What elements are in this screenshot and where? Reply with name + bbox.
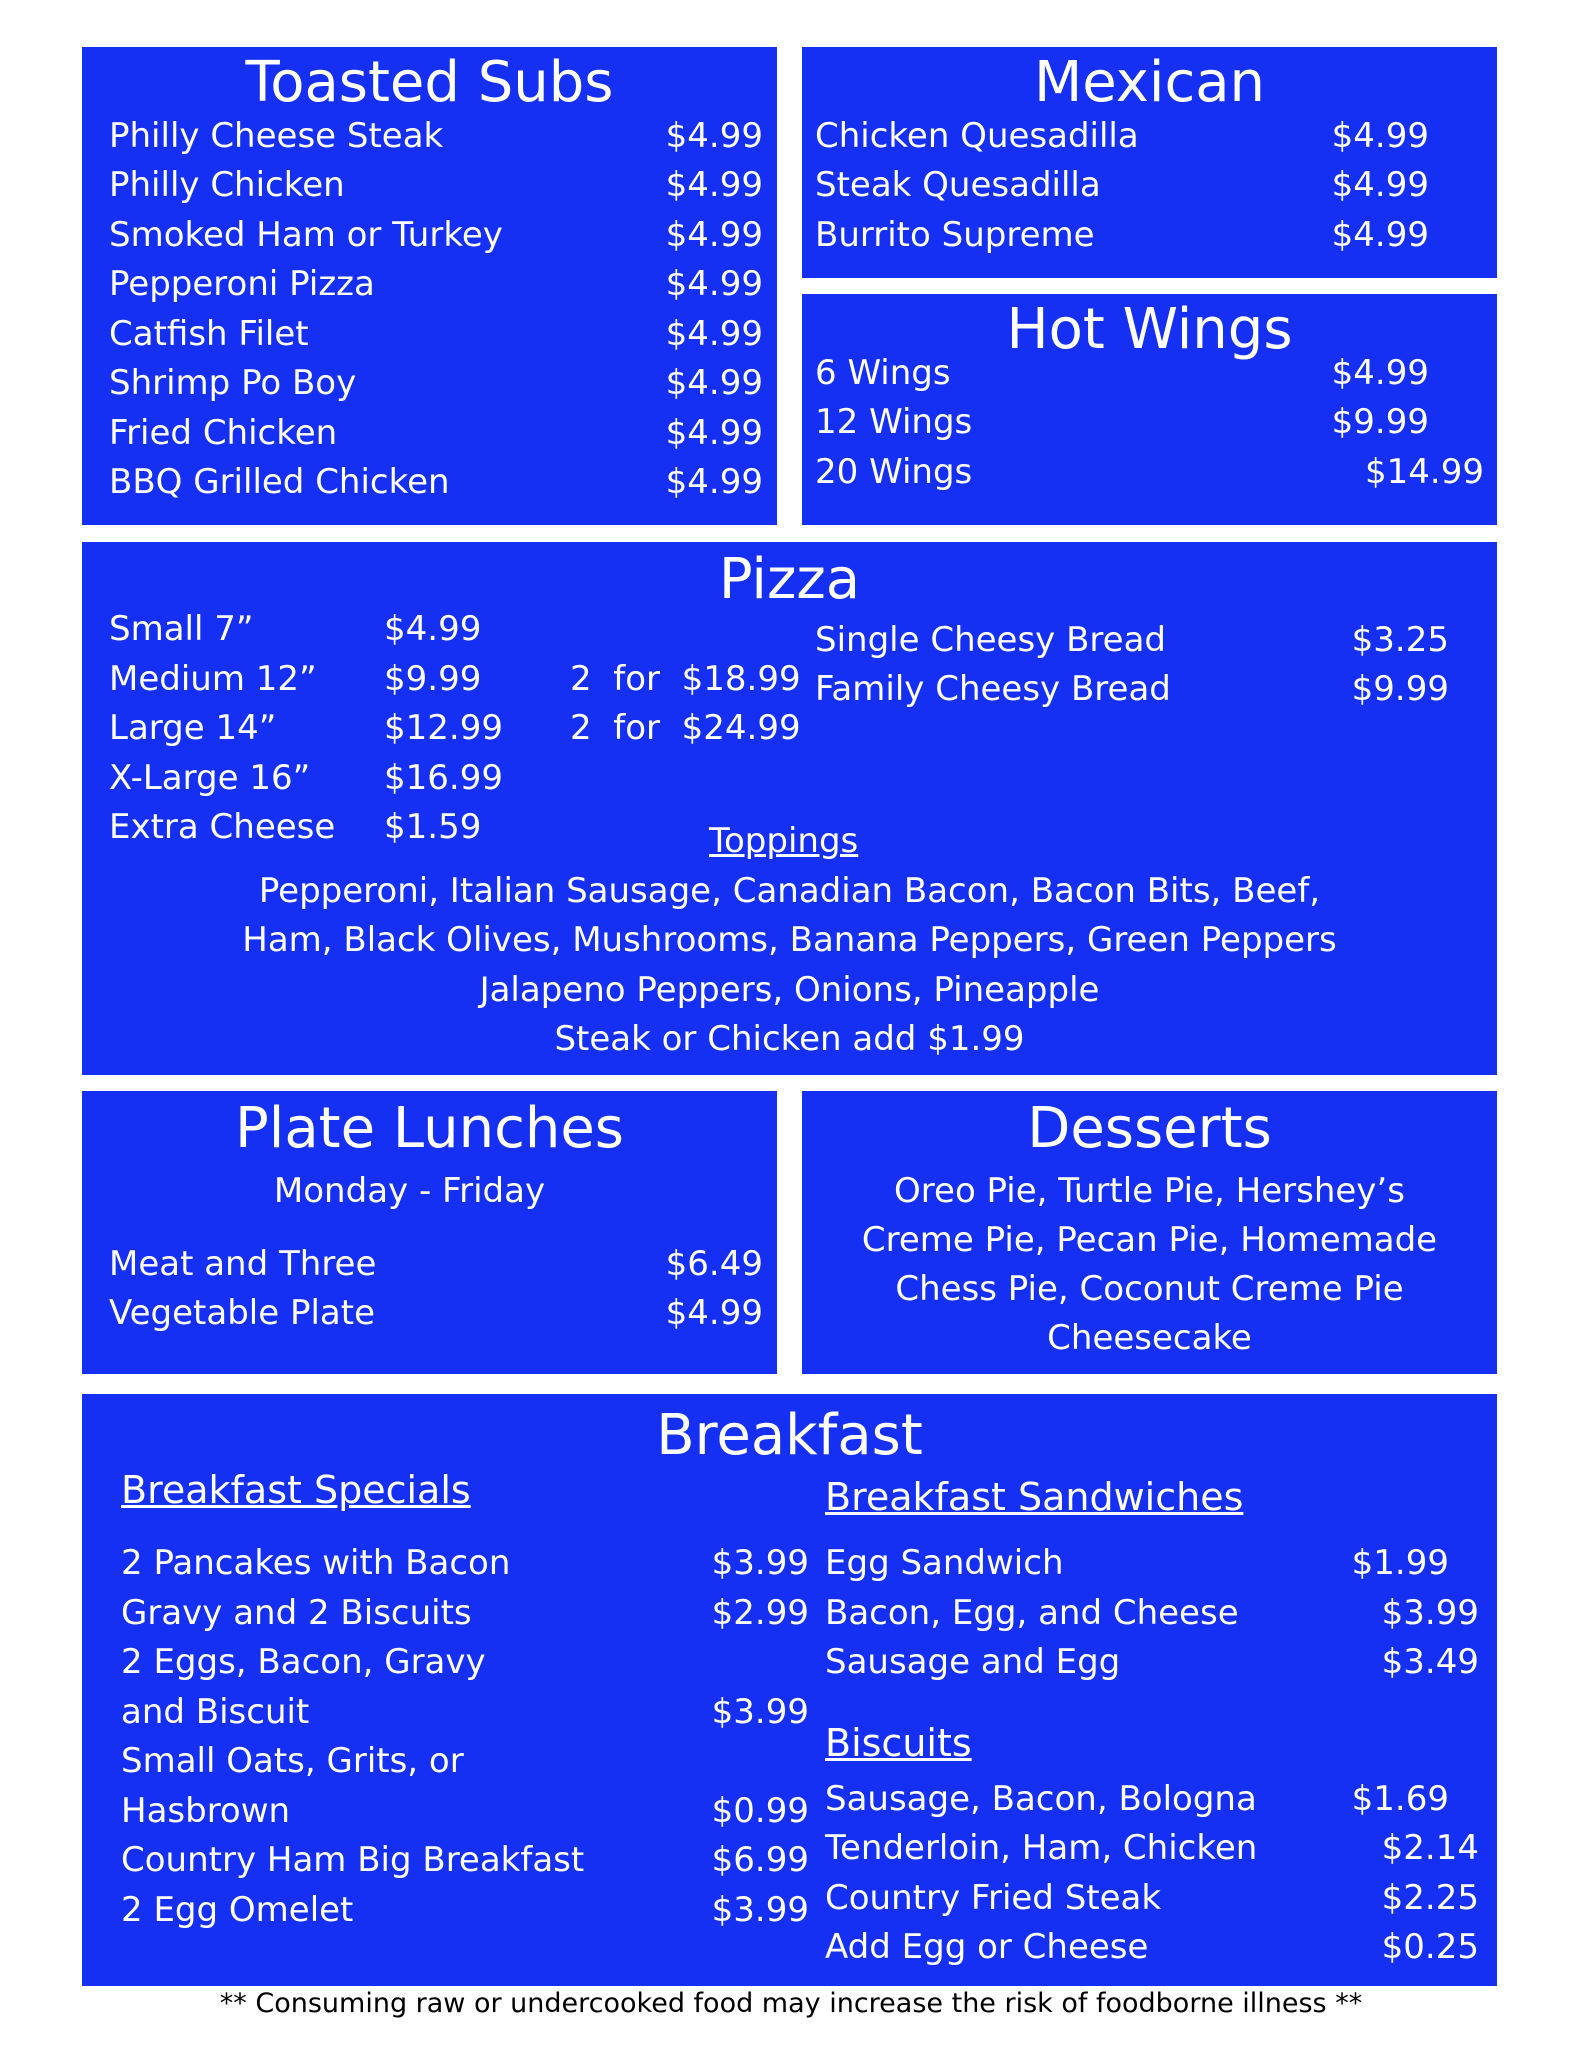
menu-item-price: $6.49 (665, 1244, 763, 1284)
pizza-size-name: Extra Cheese (109, 807, 336, 847)
menu-item-name: Sausage, Bacon, Bologna (825, 1779, 1257, 1819)
toppings-line: Ham, Black Olives, Mushrooms, Banana Peppers, Green Peppers (242, 920, 1337, 960)
menu-item-name: BBQ Grilled Chicken (109, 462, 450, 502)
menu-item-price: $4.99 (1331, 116, 1429, 156)
pizza-size-price: $4.99 (384, 609, 482, 649)
hot-wings-title: Hot Wings (1006, 297, 1293, 362)
menu-item-price: $4.99 (665, 314, 763, 354)
menu-item-price: $3.99 (711, 1543, 809, 1583)
menu-item-name: Bacon, Egg, and Cheese (825, 1593, 1239, 1633)
desserts-line: Oreo Pie, Turtle Pie, Hershey’s (894, 1171, 1405, 1211)
menu-item-name: Hasbrown (121, 1791, 291, 1831)
menu-item-name: Gravy and 2 Biscuits (121, 1593, 472, 1633)
pizza-size-deal: 2 for $18.99 (570, 659, 801, 699)
desserts-title: Desserts (1027, 1096, 1272, 1161)
menu-item-name: Sausage and Egg (825, 1642, 1121, 1682)
menu-item-price: $4.99 (665, 264, 763, 304)
desserts-panel (802, 1091, 1497, 1374)
menu-item-price: $4.99 (665, 462, 763, 502)
menu-item-name: 12 Wings (815, 402, 973, 442)
pizza-size-deal: 2 for $24.99 (570, 708, 801, 748)
pizza-size-price: $12.99 (384, 708, 503, 748)
menu-item-name: 2 Eggs, Bacon, Gravy (121, 1642, 486, 1682)
menu-item-price: $3.99 (711, 1692, 809, 1732)
toppings-title: Toppings (709, 821, 859, 861)
menu-item-price: $4.99 (1331, 165, 1429, 205)
mexican-panel (802, 47, 1497, 278)
menu-item-name: Burrito Supreme (815, 215, 1095, 255)
pizza-size-price: $9.99 (384, 659, 482, 699)
pizza-size-name: Large 14” (109, 708, 277, 748)
menu-item-name: Catfish Filet (109, 314, 309, 354)
menu-item-name: Steak Quesadilla (815, 165, 1101, 205)
plate-lunches-subtitle: Monday - Friday (273, 1171, 546, 1211)
pizza-title: Pizza (718, 547, 861, 612)
hot-wings-panel (802, 294, 1497, 525)
menu-item-name: Egg Sandwich (825, 1543, 1064, 1583)
pizza-size-name: X-Large 16” (109, 758, 311, 798)
menu-item-price: $3.99 (711, 1890, 809, 1930)
menu-item-price: $4.99 (665, 363, 763, 403)
menu-item-price: $9.99 (1331, 402, 1429, 442)
desserts-line: Creme Pie, Pecan Pie, Homemade (861, 1220, 1438, 1260)
plate-lunches-title: Plate Lunches (235, 1096, 624, 1161)
menu-item-price: $14.99 (1365, 452, 1484, 492)
bread-name: Family Cheesy Bread (815, 669, 1171, 709)
menu-item-name: Tenderloin, Ham, Chicken (825, 1828, 1258, 1868)
desserts-line: Chess Pie, Coconut Creme Pie (895, 1269, 1404, 1309)
bread-price: $3.25 (1351, 620, 1449, 660)
bread-name: Single Cheesy Bread (815, 620, 1166, 660)
pizza-size-price: $1.59 (384, 807, 482, 847)
menu-item-name: Add Egg or Cheese (825, 1927, 1149, 1967)
desserts-line: Cheesecake (1047, 1318, 1252, 1358)
food-safety-footnote: ** Consuming raw or undercooked food may increase the risk of foodborne illness ** (219, 1988, 1363, 2019)
toasted-subs-title: Toasted Subs (245, 50, 614, 115)
menu-item-price: $4.99 (1331, 215, 1429, 255)
menu-item-price: $0.25 (1381, 1927, 1479, 1967)
mexican-title: Mexican (1033, 50, 1266, 115)
menu-item-price: $4.99 (665, 165, 763, 205)
menu-item-price: $4.99 (665, 413, 763, 453)
toppings-line: Steak or Chicken add $1.99 (554, 1019, 1025, 1059)
menu-item-price: $1.99 (1351, 1543, 1449, 1583)
menu-item-price: $4.99 (665, 215, 763, 255)
toppings-line: Jalapeno Peppers, Onions, Pineapple (479, 970, 1100, 1010)
menu-item-price: $1.69 (1351, 1779, 1449, 1819)
menu-item-name: Fried Chicken (109, 413, 338, 453)
menu-item-name: 20 Wings (815, 452, 973, 492)
bread-price: $9.99 (1351, 669, 1449, 709)
breakfast-sandwiches-title: Breakfast Sandwiches (825, 1475, 1244, 1519)
toppings-line: Pepperoni, Italian Sausage, Canadian Bacon, Bacon Bits, Beef, (258, 871, 1321, 911)
menu-item-price: $3.99 (1381, 1593, 1479, 1633)
menu-item-name: 2 Egg Omelet (121, 1890, 354, 1930)
biscuits-title: Biscuits (825, 1721, 972, 1765)
menu-item-name: 6 Wings (815, 353, 951, 393)
menu-item-price: $2.99 (711, 1593, 809, 1633)
menu-item-price: $4.99 (665, 1293, 763, 1333)
toasted-subs-panel (82, 47, 777, 525)
menu-item-name: Pepperoni Pizza (109, 264, 375, 304)
plate-lunches-panel (82, 1091, 777, 1374)
pizza-size-price: $16.99 (384, 758, 503, 798)
menu-item-price: $4.99 (1331, 353, 1429, 393)
menu-item-price: $2.25 (1381, 1878, 1479, 1918)
pizza-size-name: Medium 12” (109, 659, 317, 699)
pizza-size-name: Small 7” (109, 609, 254, 649)
menu-item-name: and Biscuit (121, 1692, 310, 1732)
breakfast-title: Breakfast (656, 1403, 923, 1468)
breakfast-panel (82, 1394, 1497, 1986)
menu-item-price: $3.49 (1381, 1642, 1479, 1682)
menu-item-name: Philly Cheese Steak (109, 116, 444, 156)
menu-item-name: Vegetable Plate (109, 1293, 375, 1333)
menu-item-price: $0.99 (711, 1791, 809, 1831)
menu-item-name: Chicken Quesadilla (815, 116, 1139, 156)
menu-item-name: Meat and Three (109, 1244, 377, 1284)
menu-item-price: $6.99 (711, 1840, 809, 1880)
pizza-panel (82, 542, 1497, 1075)
menu-item-name: Shrimp Po Boy (109, 363, 357, 403)
menu-item-name: Smoked Ham or Turkey (109, 215, 503, 255)
menu-item-name: 2 Pancakes with Bacon (121, 1543, 511, 1583)
menu-item-name: Country Ham Big Breakfast (121, 1840, 585, 1880)
breakfast-specials-title: Breakfast Specials (121, 1468, 471, 1512)
menu-item-price: $2.14 (1381, 1828, 1479, 1868)
menu-item-price: $4.99 (665, 116, 763, 156)
menu-item-name: Small Oats, Grits, or (121, 1741, 464, 1781)
menu-item-name: Country Fried Steak (825, 1878, 1162, 1918)
menu-item-name: Philly Chicken (109, 165, 345, 205)
